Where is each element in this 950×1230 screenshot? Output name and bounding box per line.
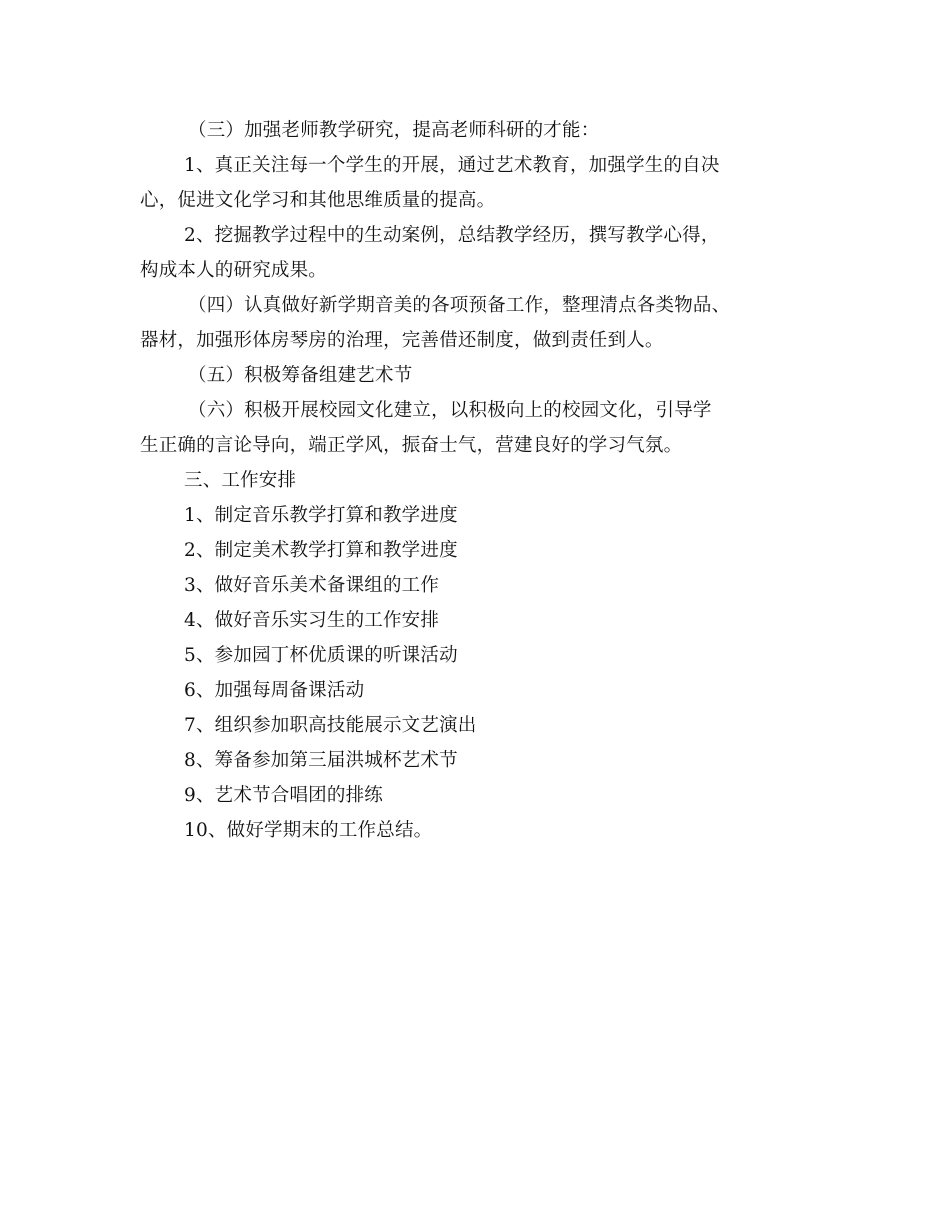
list-item: 5、参加园丁杯优质课的听课活动 — [184, 645, 458, 666]
list-item: 3、做好音乐美术备课组的工作 — [184, 575, 440, 596]
document-body — [140, 113, 830, 848]
list-item: 2、制定美术教学打算和教学进度 — [184, 540, 458, 561]
heading-work-arrangement: 三、工作安排 — [184, 470, 297, 491]
list-item: 7、组织参加职高技能展示文艺演出 — [184, 715, 477, 736]
list-item: 10、做好学期末的工作总结。 — [184, 820, 433, 841]
heading-section-3: （三）加强老师教学研究，提高老师科研的才能： — [188, 120, 600, 141]
paragraph-section-4: （四）认真做好新学期音美的各项预备工作，整理清点各类物品、 — [188, 295, 731, 316]
paragraph-line: 1、真正关注每一个学生的开展，通过艺术教育，加强学生的自决 — [184, 155, 720, 176]
paragraph-line: 器材，加强形体房琴房的治理，完善借还制度，做到责任到人。 — [140, 330, 664, 351]
list-item: 4、做好音乐实习生的工作安排 — [184, 610, 440, 631]
list-item: 8、筹备参加第三届洪城杯艺术节 — [184, 750, 458, 771]
paragraph-line: 2、挖掘教学过程中的生动案例，总结教学经历，撰写教学心得， — [184, 225, 720, 246]
list-item: 1、制定音乐教学打算和教学进度 — [184, 505, 458, 526]
paragraph-section-5: （五）积极筹备组建艺术节 — [188, 365, 413, 386]
paragraph-line: 生正确的言论导向，端正学风，振奋士气，营建良好的学习气氛。 — [140, 435, 683, 456]
paragraph-line: 构成本人的研究成果。 — [140, 260, 328, 281]
paragraph-line: 心，促进文化学习和其他思维质量的提高。 — [140, 190, 496, 211]
list-item: 9、艺术节合唱团的排练 — [184, 785, 383, 806]
paragraph-section-6: （六）积极开展校园文化建立，以积极向上的校园文化，引导学 — [188, 400, 712, 421]
list-item: 6、加强每周备课活动 — [184, 680, 365, 701]
